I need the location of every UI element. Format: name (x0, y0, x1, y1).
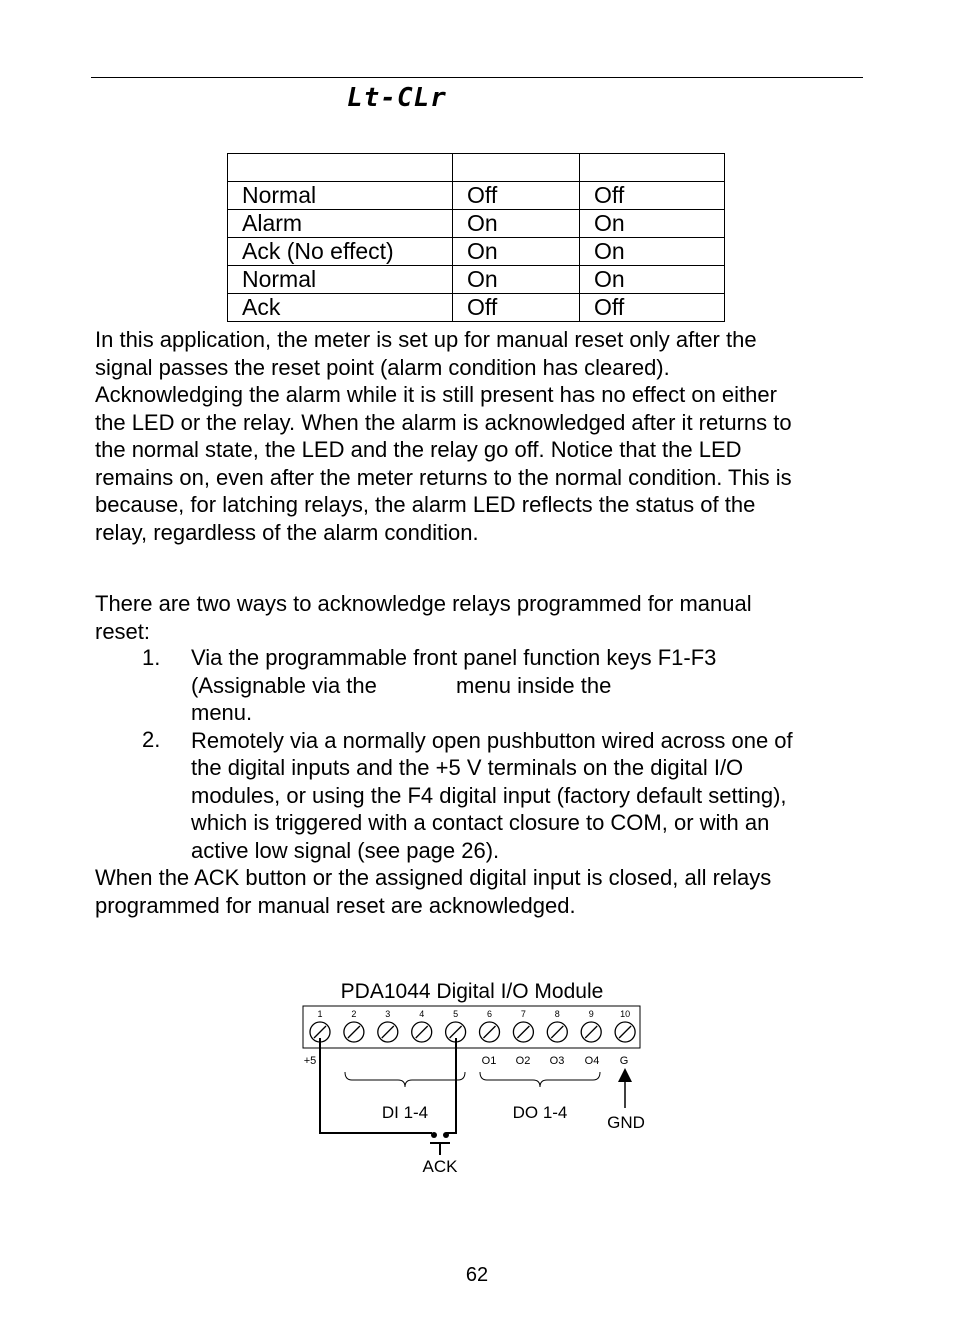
gnd-label: GND (607, 1113, 645, 1132)
table-cell (580, 154, 725, 182)
list-number: 1. (142, 645, 161, 670)
terminal-number: 8 (554, 1009, 560, 1019)
terminal-label-g: G (619, 1055, 629, 1067)
terminal-number: 2 (351, 1009, 357, 1019)
text-line: When the ACK button or the assigned digital input is closed, all relays (95, 865, 772, 890)
table-row (228, 182, 725, 210)
table-cell: On (580, 210, 725, 238)
terminal-label-o4: O4 (584, 1055, 600, 1067)
di-brace (345, 1072, 465, 1087)
table-cell: On (453, 210, 580, 238)
terminal-strip (310, 1009, 635, 1042)
terminal-number: 9 (588, 1009, 594, 1019)
terminal-number: 7 (520, 1009, 526, 1019)
text-line: reset: (95, 618, 151, 644)
page-number: 62 (465, 1264, 489, 1286)
list-number: 2. (142, 727, 161, 752)
terminal-number: 3 (385, 1009, 391, 1019)
table-row (228, 294, 725, 322)
text-line: In this application, the meter is set up for manual reset only after the (95, 327, 757, 352)
list-item-1-line: menu. (191, 700, 253, 725)
table-cell: Off (453, 182, 580, 210)
list-item-2-line: the digital inputs and the +5 V terminals on the digital I/O (191, 755, 744, 780)
diagram-title: PDA1044 Digital I/O Module (340, 980, 604, 1003)
di-label: DI 1-4 (381, 1103, 429, 1122)
terminal-label-o1: O1 (481, 1055, 497, 1067)
table-cell: Off (580, 182, 725, 210)
table-row (228, 266, 725, 294)
acknowledge-intro-paragraph (95, 590, 865, 645)
table-cell: Ack (228, 294, 453, 322)
text-line: signal passes the reset point (alarm condition has cleared). (95, 354, 670, 380)
list-item-2-line: active low signal (see page 26). (191, 837, 500, 863)
table-cell: On (453, 266, 580, 294)
list-item-1-line: Via the programmable front panel function keys F1-F3 (191, 645, 717, 670)
terminal-number: 5 (453, 1009, 459, 1019)
do-label: DO 1-4 (512, 1103, 568, 1122)
terminal-label-o2: O2 (515, 1055, 531, 1067)
list-item-2-line: which is triggered with a contact closure to COM, or with an (191, 810, 770, 835)
header-rule (91, 77, 863, 78)
do-brace (480, 1072, 600, 1087)
digital-io-wiring-diagram (290, 975, 660, 1185)
table-cell: On (580, 266, 725, 294)
text-line: the LED or the relay. When the alarm is acknowledged after it returns to (95, 409, 792, 435)
ack-contact-left (431, 1132, 437, 1138)
table-cell: Normal (228, 266, 453, 294)
terminal-number: 1 (317, 1009, 323, 1019)
text-line: because, for latching relays, the alarm LED reflects the status of the (95, 492, 756, 517)
list-item-1-line: menu inside the (456, 672, 612, 698)
list-item-2-line: modules, or using the F4 digital input (factory default setting), (191, 782, 787, 808)
latching-explanation-paragraph (95, 326, 865, 546)
gnd-arrow-icon (618, 1068, 632, 1082)
list-item-2-line: Remotely via a normally open pushbutton wired across one of (191, 727, 793, 753)
table-row (228, 238, 725, 266)
table-row (228, 210, 725, 238)
text-line: programmed for manual reset are acknowledged. (95, 892, 576, 918)
text-line: the normal state, the LED and the relay go off. Notice that the LED (95, 437, 742, 462)
table-cell: On (453, 238, 580, 266)
text-line: Acknowledging the alarm while it is still present has no effect on either (95, 382, 777, 407)
terminal-label-o3: O3 (549, 1055, 565, 1067)
acknowledge-result-paragraph (95, 864, 865, 919)
alarm-state-table (227, 153, 725, 322)
table-cell: Off (580, 294, 725, 322)
table-cell: Off (453, 294, 580, 322)
table-cell: Normal (228, 182, 453, 210)
terminal-number: 6 (486, 1009, 493, 1019)
terminal-number: 4 (419, 1009, 425, 1019)
di-wire (446, 1038, 456, 1133)
table-cell: Alarm (228, 210, 453, 238)
table-header-row (228, 154, 725, 182)
list-item-1-line: (Assignable via the (191, 672, 377, 698)
table-cell: On (580, 238, 725, 266)
ack-label: ACK (422, 1157, 458, 1176)
lcd-mode-code: Lt-CLr (347, 83, 447, 113)
text-line: There are two ways to acknowledge relays programmed for manual (95, 591, 752, 616)
terminal-label-plus5: +5 (303, 1055, 317, 1067)
table-cell: Ack (No effect) (228, 238, 453, 266)
terminal-number: 10 (620, 1009, 631, 1019)
ack-contact-right (443, 1132, 449, 1138)
table-cell (228, 154, 453, 182)
text-line: relay, regardless of the alarm condition. (95, 519, 479, 545)
text-line: remains on, even after the meter returns to the normal condition. This is (95, 464, 792, 490)
table-cell (453, 154, 580, 182)
